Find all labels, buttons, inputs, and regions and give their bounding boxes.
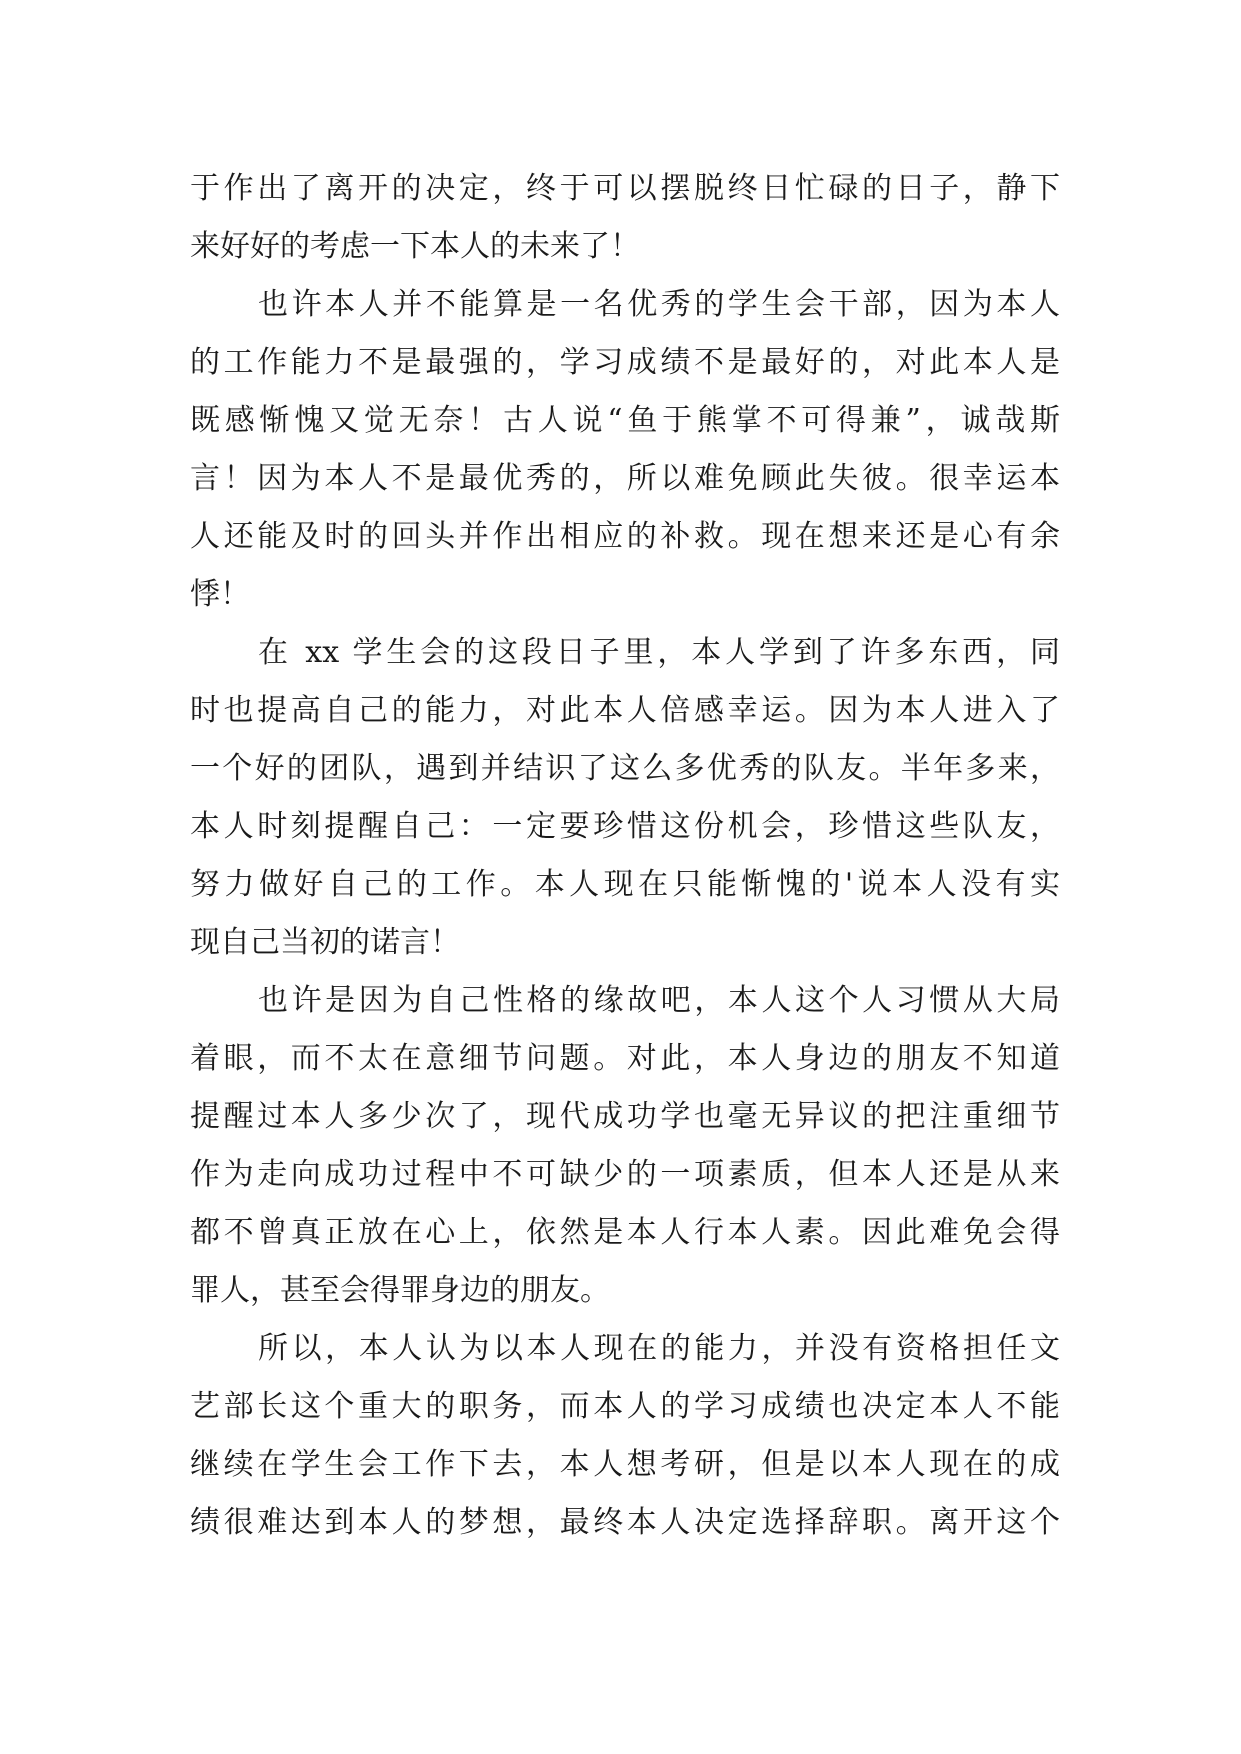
paragraph-start-line: 所以，本人认为以本人现在的能力，并没有资格担任文 <box>258 1331 1060 1366</box>
text-line: 既感惭愧又觉无奈！古人说“鱼于熊掌不可得兼”，诚哉斯 <box>190 403 1060 438</box>
text-line: 艺部长这个重大的职务，而本人的学习成绩也决定本人不能 <box>190 1389 1060 1424</box>
text-line: 来好好的考虑一下本人的未来了！ <box>190 229 640 264</box>
text-line: 绩很难达到本人的梦想，最终本人决定选择辞职。离开这个 <box>190 1505 1060 1540</box>
text-line: 现自己当初的诺言！ <box>190 925 460 960</box>
paragraph-start-line: 也许本人并不能算是一名优秀的学生会干部，因为本人 <box>258 287 1060 322</box>
paragraph-start-line: 在 xx 学生会的这段日子里，本人学到了许多东西，同 <box>258 635 1060 670</box>
text-line: 一个好的团队，遇到并结识了这么多优秀的队友。半年多来， <box>190 751 1060 786</box>
text-line: 时也提高自己的能力，对此本人倍感幸运。因为本人进入了 <box>190 693 1060 728</box>
text-line: 作为走向成功过程中不可缺少的一项素质，但本人还是从来 <box>190 1157 1060 1192</box>
body-text <box>190 160 1060 1552</box>
text-line: 提醒过本人多少次了，现代成功学也毫无异议的把注重细节 <box>190 1099 1060 1134</box>
text-line: 本人时刻提醒自己：一定要珍惜这份机会，珍惜这些队友， <box>190 809 1060 844</box>
paragraph-start-line: 也许是因为自己性格的缘故吧，本人这个人习惯从大局 <box>258 983 1060 1018</box>
text-line: 继续在学生会工作下去，本人想考研，但是以本人现在的成 <box>190 1447 1060 1482</box>
text-line: 于作出了离开的决定，终于可以摆脱终日忙碌的日子，静下 <box>190 171 1060 206</box>
text-line: 努力做好自己的工作。本人现在只能惭愧的'说本人没有实 <box>190 867 1060 902</box>
text-line: 着眼，而不太在意细节问题。对此，本人身边的朋友不知道 <box>190 1041 1060 1076</box>
text-line: 都不曾真正放在心上，依然是本人行本人素。因此难免会得 <box>190 1215 1060 1250</box>
text-line: 人还能及时的回头并作出相应的补救。现在想来还是心有余 <box>190 519 1060 554</box>
text-line: 罪人，甚至会得罪身边的朋友。 <box>190 1273 610 1308</box>
text-line: 悸！ <box>190 577 250 612</box>
text-line: 言！因为本人不是最优秀的，所以难免顾此失彼。很幸运本 <box>190 461 1060 496</box>
text-line: 的工作能力不是最强的，学习成绩不是最好的，对此本人是 <box>190 345 1060 380</box>
